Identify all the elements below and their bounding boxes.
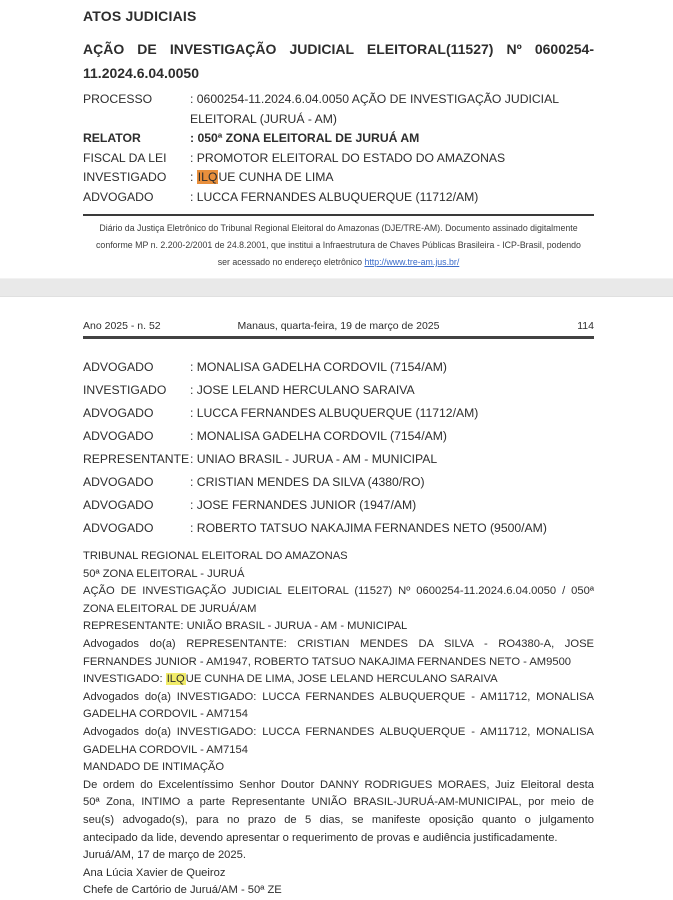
page-2-content <box>83 297 594 900</box>
party-rows <box>83 356 594 540</box>
party-value: : LUCCA FERNANDES ALBUQUERQUE (11712/AM) <box>190 406 479 420</box>
field-label: ADVOGADO <box>83 189 154 204</box>
notice-line-mandado: MANDADO DE INTIMAÇÃO <box>83 761 225 774</box>
notice-line: 50ª Zona, INTIMO a parte Representante UNIÃO BRASIL-JURUÁ-AM-MUNICIPAL, por meio de <box>83 796 594 809</box>
party-row <box>83 402 594 425</box>
party-label: ADVOGADO <box>83 498 154 512</box>
party-value: : UNIAO BRASIL - JURUA - AM - MUNICIPAL <box>190 452 438 466</box>
notice-line: TRIBUNAL REGIONAL ELEITORAL DO AMAZONAS <box>83 550 348 562</box>
highlight-ilq-yellow: ILQ <box>166 673 185 686</box>
party-row <box>83 494 594 517</box>
party-row <box>83 471 594 494</box>
case-fields <box>83 90 594 207</box>
party-row <box>83 425 594 448</box>
party-label: ADVOGADO <box>83 406 154 420</box>
party-label: INVESTIGADO <box>83 383 167 397</box>
signature-role: Chefe de Cartório de Juruá/AM - 50ª ZE <box>83 884 282 897</box>
party-label: ADVOGADO <box>83 521 154 535</box>
page-2 <box>0 297 673 900</box>
field-label: INVESTIGADO <box>83 170 167 184</box>
notice-line: antecipado da lide, devendo apresentar o requerimento de provas e audiência justificadamente. <box>83 831 558 844</box>
party-label: ADVOGADO <box>83 475 154 489</box>
notice-line: seu(s) advogado(s), para no prazo de 5 dias, se manifeste oposição quanto o julgamento <box>83 813 594 826</box>
notice-line: FERNANDES JUNIOR - AM1947, ROBERTO TATSUO NAKAJIMA FERNANDES NETO - AM9500 <box>83 655 572 668</box>
party-value: : ROBERTO TATSUO NAKAJIMA FERNANDES NETO (9500/AM) <box>190 521 547 535</box>
party-value: : JOSE LELAND HERCULANO SARAIVA <box>190 383 415 397</box>
field-label: FISCAL DA LEI <box>83 150 167 165</box>
highlight-ilq-orange: ILQ <box>197 170 218 184</box>
field-row-advogado <box>83 188 594 208</box>
field-value <box>190 168 594 188</box>
footnote-line-1: Diário da Justiça Eletrônico do Tribunal Regional Eleitoral do Amazonas (DJE/TRE-AM). Documento assinado digitalmente <box>99 223 578 233</box>
page-number: 114 <box>577 320 594 332</box>
notice-line: Advogados do(a) INVESTIGADO: LUCCA FERNANDES ALBUQUERQUE - AM11712, MONALISA <box>83 690 594 703</box>
notice-line: AÇÃO DE INVESTIGAÇÃO JUDICIAL ELEITORAL (11527) Nº 0600254-11.2024.6.04.0050 / 050ª <box>83 585 594 598</box>
case-title-line-2: 11.2024.6.04.0050 <box>83 65 200 81</box>
notice-line-investigado <box>83 671 594 689</box>
edition-date: Manaus, quarta-feira, 19 de março de 2025 <box>237 320 440 332</box>
footnote-line-2: conforme MP n. 2.200-2/2001 de 24.8.2001, que institui a Infraestrutura de Chaves Públicas Brasileira - ICP-Brasil, podendo <box>96 240 581 250</box>
field-value <box>190 90 594 129</box>
footnote-line-3 <box>83 254 594 271</box>
party-row <box>83 379 594 402</box>
party-label: ADVOGADO <box>83 429 154 443</box>
field-row-fiscal-da-lei <box>83 149 594 169</box>
party-value: : MONALISA GADELHA CORDOVIL (7154/AM) <box>190 360 447 374</box>
party-label: REPRESENTANTE <box>83 452 190 466</box>
value-rest: UE CUNHA DE LIMA <box>218 170 334 184</box>
party-row <box>83 356 594 379</box>
case-title <box>83 37 594 85</box>
party-label: ADVOGADO <box>83 360 154 374</box>
processo-value-line-1: : 0600254-11.2024.6.04.0050 AÇÃO DE INVESTIGAÇÃO JUDICIAL <box>190 92 559 106</box>
notice-line: De ordem do Excelentíssimo Senhor Doutor DANNY RODRIGUES MORAES, Juiz Eleitoral desta <box>83 778 594 791</box>
notice-text: INVESTIGADO: <box>83 673 166 686</box>
notice-line: REPRESENTANTE: UNIÃO BRASIL - JURUA - AM - MUNICIPAL <box>83 620 408 633</box>
party-row <box>83 448 594 471</box>
party-value: : JOSE FERNANDES JUNIOR (1947/AM) <box>190 498 417 512</box>
notice-text: UE CUNHA DE LIMA, JOSE LELAND HERCULANO SARAIVA <box>185 673 498 686</box>
value-prefix: : <box>190 170 197 184</box>
field-row-processo <box>83 90 594 129</box>
footnote-line-3-text: ser acessado no endereço eletrônico <box>217 257 365 267</box>
page-2-header <box>83 320 594 339</box>
signature-name: Ana Lúcia Xavier de Queiroz <box>83 866 226 879</box>
notice-line: 50ª ZONA ELEITORAL - JURUÁ <box>83 567 245 580</box>
notice-line: Advogados do(a) INVESTIGADO: LUCCA FERNANDES ALBUQUERQUE - AM11712, MONALISA <box>83 725 594 738</box>
page-separator <box>0 278 673 297</box>
field-row-relator <box>83 129 594 149</box>
notice-line: GADELHA CORDOVIL - AM7154 <box>83 708 248 721</box>
notice-line: Advogados do(a) REPRESENTANTE: CRISTIAN MENDES DA SILVA - RO4380-A, JOSE <box>83 637 594 650</box>
field-label: PROCESSO <box>83 92 153 106</box>
field-row-investigado <box>83 168 594 188</box>
page-1-content <box>83 0 594 271</box>
party-value: : MONALISA GADELHA CORDOVIL (7154/AM) <box>190 429 447 443</box>
notice-line: ZONA ELEITORAL DE JURUÁ/AM <box>83 602 257 615</box>
party-row <box>83 517 594 540</box>
tre-am-link[interactable]: http://www.tre-am.jus.br/ <box>364 257 460 267</box>
digital-signature-note <box>83 214 594 271</box>
page-1 <box>0 0 673 278</box>
field-value: : PROMOTOR ELEITORAL DO ESTADO DO AMAZONAS <box>190 150 506 165</box>
atos-judiciais-heading: ATOS JUDICIAIS <box>83 8 197 24</box>
case-title-line-1: AÇÃO DE INVESTIGAÇÃO JUDICIAL ELEITORAL(11527) Nº 0600254- <box>83 41 594 57</box>
signature-date: Juruá/AM, 17 de março de 2025. <box>83 849 246 862</box>
party-value: : CRISTIAN MENDES DA SILVA (4380/RO) <box>190 475 425 489</box>
field-label: RELATOR <box>83 131 141 145</box>
field-value: : 050ª ZONA ELEITORAL DE JURUÁ AM <box>190 131 420 145</box>
notice-line: GADELHA CORDOVIL - AM7154 <box>83 743 248 756</box>
edition-info: Ano 2025 - n. 52 <box>83 320 161 332</box>
processo-value-line-2: ELEITORAL (JURUÁ - AM) <box>190 111 337 126</box>
field-value: : LUCCA FERNANDES ALBUQUERQUE (11712/AM) <box>190 189 479 204</box>
notice-body <box>83 548 594 900</box>
